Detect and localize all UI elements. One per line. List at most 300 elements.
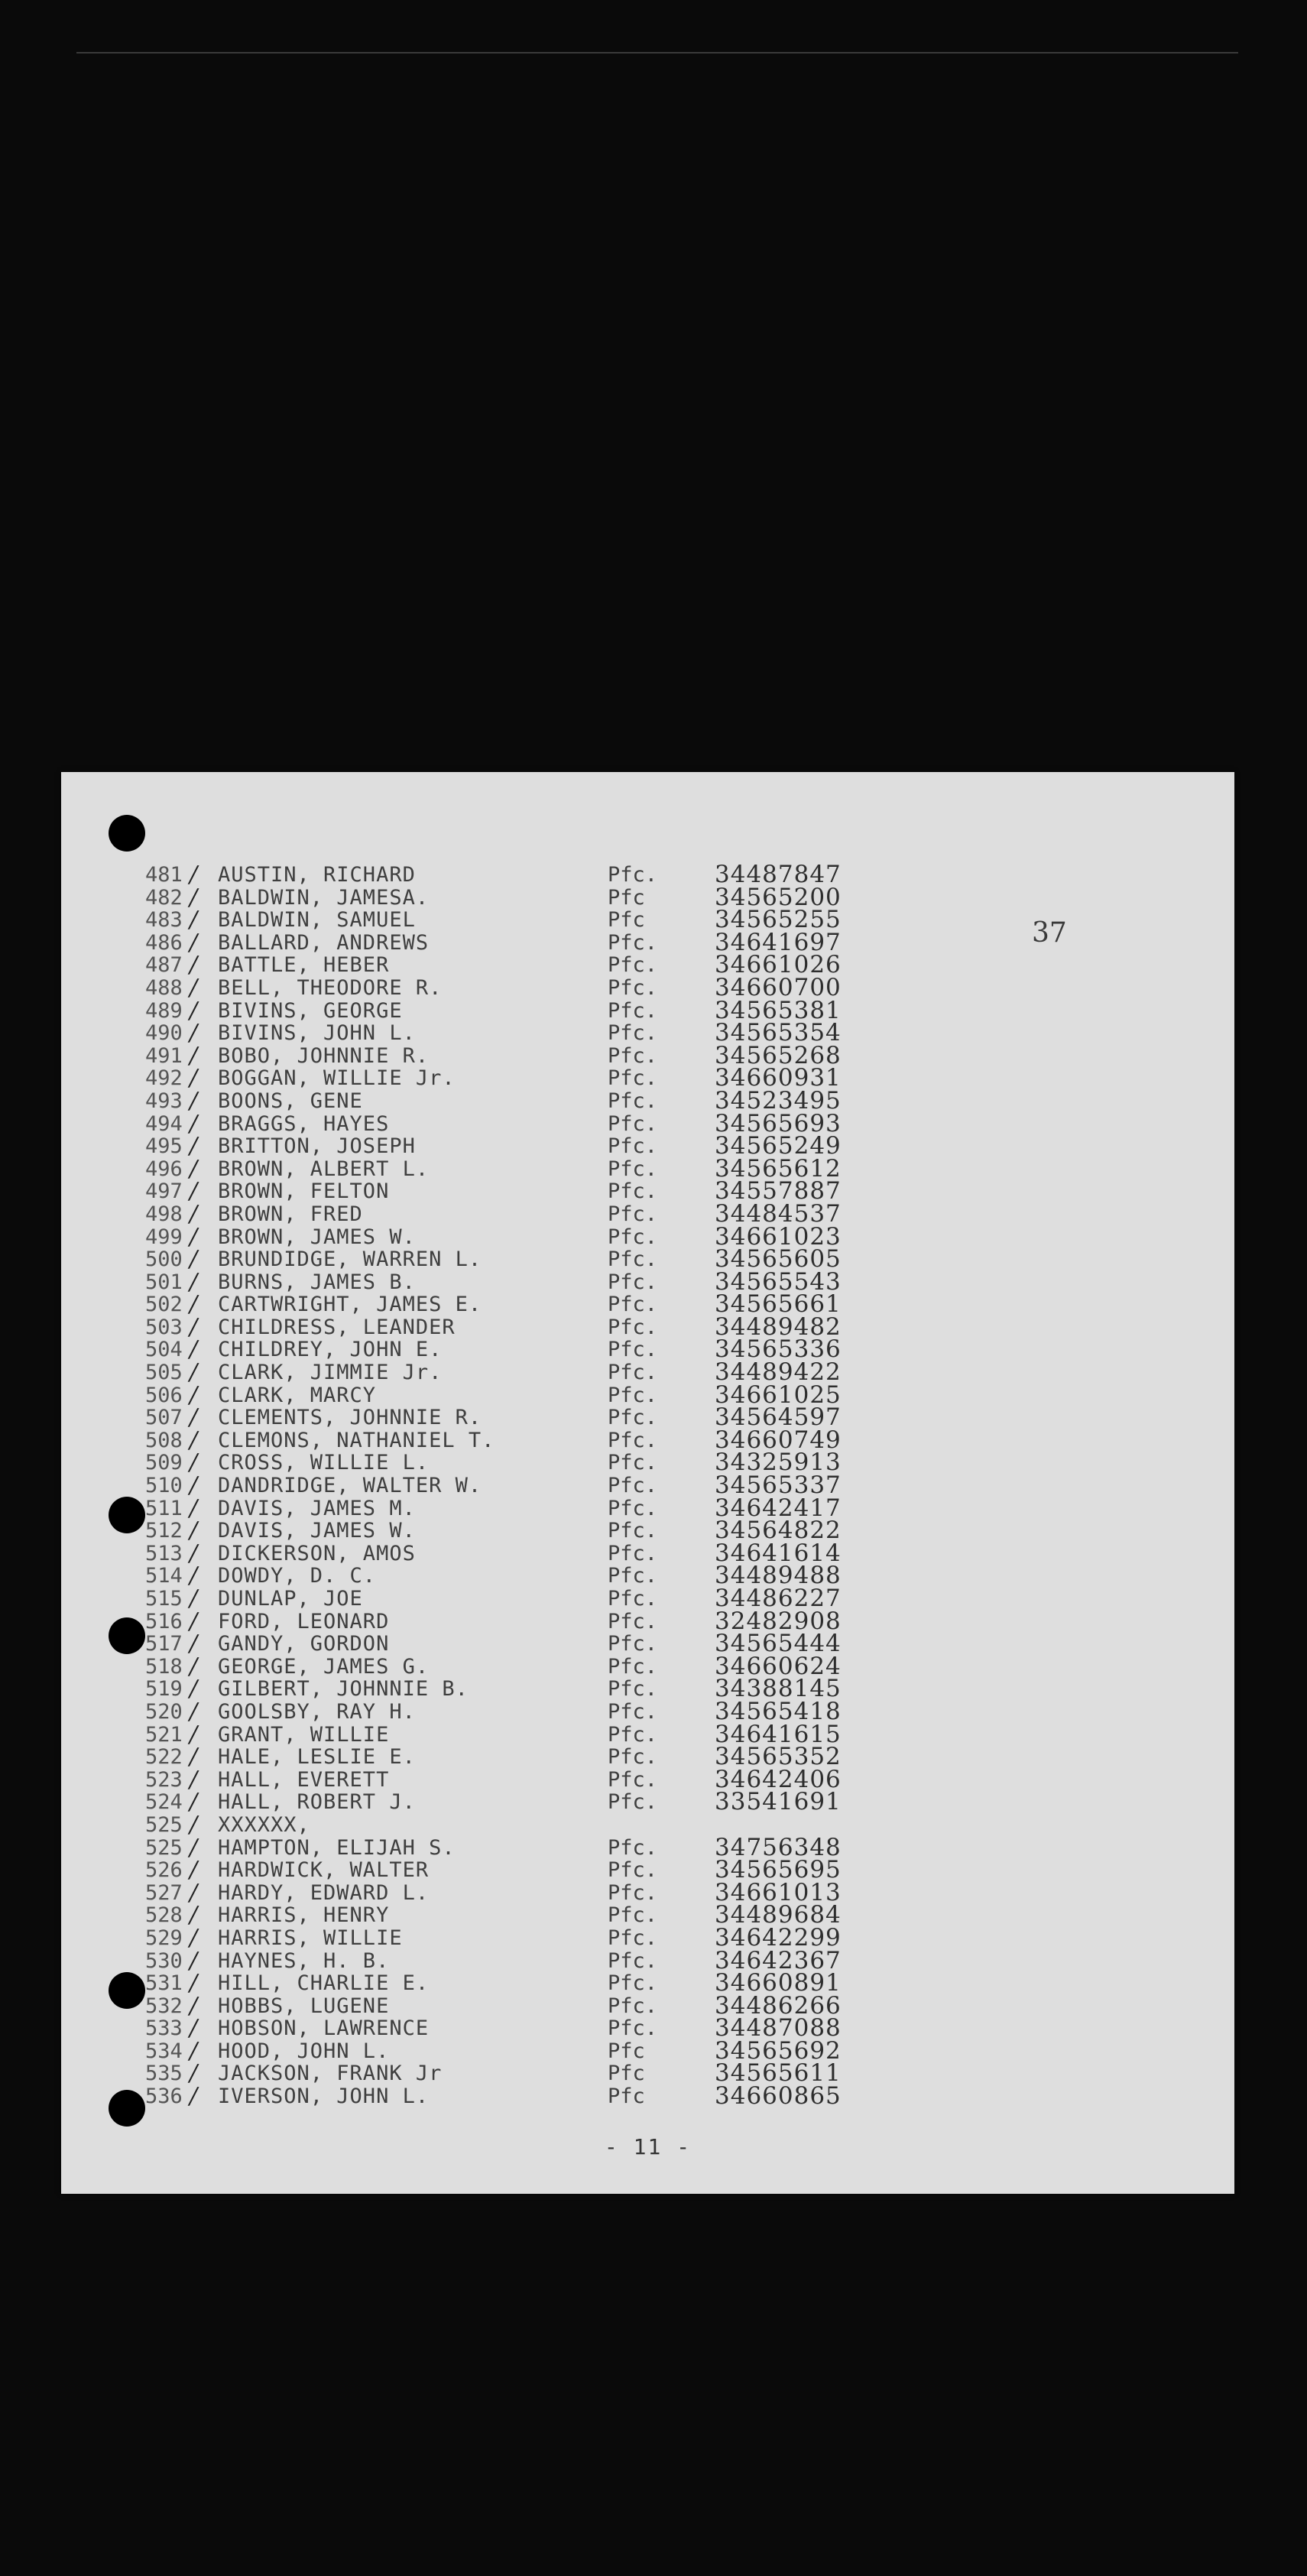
serial-number: 34565661 <box>715 1290 842 1319</box>
roster-row <box>61 1245 1234 1273</box>
roster-row <box>61 1901 1234 1929</box>
rank: Pfc. <box>608 1225 658 1249</box>
roster-row <box>61 1923 1234 1951</box>
entry-number: 508 <box>145 1428 183 1452</box>
soldier-name: BIVINS, GEORGE <box>218 998 403 1023</box>
roster-row <box>61 1041 1234 1069</box>
serial-number: 34660700 <box>715 973 842 1001</box>
rank: Pfc. <box>608 1971 658 1996</box>
entry-number: 492 <box>145 1066 183 1091</box>
entry-number: 481 <box>145 863 183 887</box>
roster-row <box>61 1539 1234 1567</box>
entry-number: 516 <box>145 1609 183 1634</box>
rank: Pfc. <box>608 1270 658 1294</box>
entry-number: 489 <box>145 998 183 1023</box>
soldier-name: CLARK, MARCY <box>218 1383 377 1407</box>
check-mark-icon: ∕ <box>190 1291 198 1319</box>
rank: Pfc. <box>608 1247 658 1272</box>
soldier-name: BRITTON, JOSEPH <box>218 1134 416 1159</box>
rank: Pfc. <box>608 1519 658 1543</box>
serial-number: 34565418 <box>715 1697 842 1725</box>
soldier-name: JACKSON, FRANK Jr <box>218 2062 443 2086</box>
check-mark-icon: ∕ <box>190 2015 198 2042</box>
check-mark-icon: ∕ <box>190 2060 198 2088</box>
serial-number: 34565693 <box>715 1109 842 1137</box>
serial-number: 34487088 <box>715 2014 842 2042</box>
entry-number: 535 <box>145 2062 183 2086</box>
rank: Pfc. <box>608 1880 658 1905</box>
entry-number: 490 <box>145 1021 183 1046</box>
check-mark-icon: ∕ <box>190 1517 198 1545</box>
roster-row <box>61 2014 1234 2042</box>
entry-number: 488 <box>145 975 183 1000</box>
serial-number: 34641697 <box>715 928 842 956</box>
serial-number: 34565255 <box>715 906 842 934</box>
rank: Pfc. <box>608 1451 658 1475</box>
soldier-name: HARDWICK, WALTER <box>218 1858 430 1883</box>
rank: Pfc. <box>608 1496 658 1520</box>
entry-number: 511 <box>145 1496 183 1520</box>
roster-row <box>61 1199 1234 1228</box>
roster-row <box>61 1019 1234 1047</box>
entry-number: 502 <box>145 1293 183 1317</box>
entry-number: 523 <box>145 1767 183 1792</box>
soldier-name: CLEMONS, NATHANIEL T. <box>218 1428 495 1452</box>
rank: Pfc. <box>608 1066 658 1091</box>
check-mark-icon: ∕ <box>190 1744 198 1771</box>
serial-number: 34489422 <box>715 1358 842 1387</box>
entry-number: 482 <box>145 885 183 910</box>
check-mark-icon: ∕ <box>190 1970 198 1997</box>
soldier-name: HAMPTON, ELIJAH S. <box>218 1835 456 1860</box>
soldier-name: HAYNES, H. B. <box>218 1948 390 1973</box>
check-mark-icon: ∕ <box>190 1924 198 1951</box>
rank: Pfc. <box>608 1021 658 1046</box>
check-mark-icon: ∕ <box>190 929 198 956</box>
check-mark-icon: ∕ <box>190 1200 198 1228</box>
check-mark-icon: ∕ <box>190 1585 198 1612</box>
check-mark-icon: ∕ <box>190 1336 198 1364</box>
check-mark-icon: ∕ <box>190 1223 198 1251</box>
rank: Pfc. <box>608 1111 658 1136</box>
roster-page <box>61 772 1234 2194</box>
check-mark-icon: ∕ <box>190 1381 198 1409</box>
entry-number: 520 <box>145 1699 183 1724</box>
check-mark-icon: ∕ <box>190 1494 198 1522</box>
page-number: - 11 - <box>604 2134 692 2159</box>
entry-number: 531 <box>145 1971 183 1996</box>
roster-row <box>61 1630 1234 1658</box>
serial-number: 34660865 <box>715 2082 842 2110</box>
serial-number: 32482908 <box>715 1607 842 1635</box>
serial-number: 34756348 <box>715 1833 842 1861</box>
serial-number: 34565612 <box>715 1154 842 1183</box>
rank: Pfc <box>608 2084 645 2109</box>
serial-number: 34565249 <box>715 1132 842 1160</box>
soldier-name: FORD, LEONARD <box>218 1609 390 1634</box>
roster-row <box>61 1788 1234 1816</box>
serial-number: 34642406 <box>715 1765 842 1793</box>
serial-number: 34489488 <box>715 1562 842 1590</box>
entry-number: 524 <box>145 1790 183 1815</box>
soldier-name: GEORGE, JAMES G. <box>218 1654 430 1679</box>
soldier-name: CHILDRESS, LEANDER <box>218 1315 456 1339</box>
soldier-name: HARRIS, WILLIE <box>218 1926 403 1950</box>
soldier-name: GOOLSBY, RAY H. <box>218 1699 416 1724</box>
rank: Pfc. <box>608 1677 658 1702</box>
entry-number: 495 <box>145 1134 183 1159</box>
check-mark-icon: ∕ <box>190 1472 198 1500</box>
check-mark-icon: ∕ <box>190 1811 198 1838</box>
soldier-name: BALLARD, ANDREWS <box>218 930 430 955</box>
soldier-name: HALE, LESLIE E. <box>218 1745 416 1770</box>
soldier-name: BELL, THEODORE R. <box>218 975 443 1000</box>
soldier-name: BATTLE, HEBER <box>218 953 390 978</box>
roster-row <box>61 1991 1234 2020</box>
rank: Pfc <box>608 2039 645 2063</box>
serial-number: 34523495 <box>715 1086 842 1114</box>
soldier-name: GRANT, WILLIE <box>218 1722 390 1747</box>
entry-number: 534 <box>145 2039 183 2063</box>
roster-row <box>61 1856 1234 1884</box>
rank: Pfc. <box>608 1632 658 1656</box>
serial-number: 34660891 <box>715 1969 842 1997</box>
entry-number: 486 <box>145 930 183 955</box>
entry-number: 533 <box>145 2016 183 2041</box>
roster-row <box>61 1426 1234 1454</box>
serial-number: 34565268 <box>715 1041 842 1069</box>
soldier-name: BOONS, GENE <box>218 1088 363 1113</box>
rank: Pfc. <box>608 1926 658 1950</box>
roster-row <box>61 1086 1234 1114</box>
soldier-name: GANDY, GORDON <box>218 1632 390 1656</box>
top-scan-edge <box>76 52 1238 54</box>
roster-row <box>61 1494 1234 1522</box>
roster-row <box>61 1312 1234 1341</box>
soldier-name: HALL, EVERETT <box>218 1767 390 1792</box>
roster-row <box>61 1720 1234 1748</box>
rank: Pfc. <box>608 1043 658 1068</box>
rank: Pfc <box>608 2062 645 2086</box>
entry-number: 487 <box>145 953 183 978</box>
serial-number: 34642417 <box>715 1494 842 1522</box>
entry-number: 515 <box>145 1587 183 1611</box>
rank: Pfc. <box>608 1338 658 1362</box>
soldier-name: CHILDREY, JOHN E. <box>218 1338 443 1362</box>
serial-number: 34660931 <box>715 1064 842 1092</box>
rank: Pfc. <box>608 1722 658 1747</box>
serial-number: 34660749 <box>715 1426 842 1454</box>
rank: Pfc. <box>608 1654 658 1679</box>
serial-number: 34565611 <box>715 2059 842 2088</box>
serial-number: 34642299 <box>715 1923 842 1951</box>
rank: Pfc <box>608 885 645 910</box>
check-mark-icon: ∕ <box>190 1608 198 1635</box>
serial-number: 34565352 <box>715 1743 842 1771</box>
rank: Pfc. <box>608 1134 658 1159</box>
serial-number: 34564597 <box>715 1403 842 1432</box>
rank: Pfc. <box>608 1587 658 1611</box>
check-mark-icon: ∕ <box>190 1042 198 1069</box>
entry-number: 507 <box>145 1406 183 1430</box>
rank: Pfc. <box>608 1088 658 1113</box>
roster-row <box>61 1878 1234 1906</box>
roster-row <box>61 861 1234 888</box>
roster-row <box>61 1358 1234 1387</box>
serial-number: 33541691 <box>715 1788 842 1816</box>
check-mark-icon: ∕ <box>190 1947 198 1974</box>
serial-number: 34565200 <box>715 883 842 911</box>
roster-row <box>61 1765 1234 1793</box>
serial-number: 34565354 <box>715 1019 842 1047</box>
soldier-name: BROWN, ALBERT L. <box>218 1157 430 1181</box>
entry-number: 504 <box>145 1338 183 1362</box>
roster-row <box>61 2082 1234 2110</box>
roster-row <box>61 1109 1234 1137</box>
serial-number: 34642367 <box>715 1946 842 1974</box>
roster-row <box>61 1403 1234 1432</box>
entry-number: 519 <box>145 1677 183 1702</box>
rank: Pfc. <box>608 1179 658 1204</box>
serial-number: 34565692 <box>715 2036 842 2065</box>
roster-row <box>61 1517 1234 1545</box>
serial-number: 34487847 <box>715 861 842 888</box>
soldier-name: BURNS, JAMES B. <box>218 1270 416 1294</box>
soldier-name: CLARK, JIMMIE Jr. <box>218 1361 443 1385</box>
roster-row <box>61 883 1234 911</box>
rank: Pfc. <box>608 1609 658 1634</box>
entry-number: 514 <box>145 1564 183 1588</box>
soldier-name: BALDWIN, SAMUEL <box>218 908 416 933</box>
soldier-name: BIVINS, JOHN L. <box>218 1021 416 1046</box>
entry-number: 536 <box>145 2084 183 2109</box>
soldier-name: DAVIS, JAMES M. <box>218 1496 416 1520</box>
check-mark-icon: ∕ <box>190 1834 198 1861</box>
check-mark-icon: ∕ <box>190 1902 198 1929</box>
serial-number: 34388145 <box>715 1675 842 1703</box>
check-mark-icon: ∕ <box>190 1721 198 1748</box>
soldier-name: BOGGAN, WILLIE Jr. <box>218 1066 456 1091</box>
entry-number: 491 <box>145 1043 183 1068</box>
check-mark-icon: ∕ <box>190 1562 198 1590</box>
rank: Pfc. <box>608 930 658 955</box>
entry-number: 526 <box>145 1858 183 1883</box>
soldier-name: DUNLAP, JOE <box>218 1587 363 1611</box>
check-mark-icon: ∕ <box>190 907 198 934</box>
check-mark-icon: ∕ <box>190 1246 198 1273</box>
roster-row <box>61 973 1234 1001</box>
entry-number: 525 <box>145 1812 183 1837</box>
rank: Pfc. <box>608 1202 658 1226</box>
check-mark-icon: ∕ <box>190 1268 198 1296</box>
soldier-name: HARRIS, HENRY <box>218 1903 390 1928</box>
roster-row <box>61 1675 1234 1703</box>
entry-number: 493 <box>145 1088 183 1113</box>
rank: Pfc. <box>608 1745 658 1770</box>
rank: Pfc. <box>608 1858 658 1883</box>
check-mark-icon: ∕ <box>190 1178 198 1205</box>
entry-number: 522 <box>145 1745 183 1770</box>
check-mark-icon: ∕ <box>190 1653 198 1680</box>
roster-list <box>61 861 1234 2110</box>
entry-number: 497 <box>145 1179 183 1204</box>
roster-row <box>61 1471 1234 1500</box>
check-mark-icon: ∕ <box>190 952 198 979</box>
soldier-name: BROWN, JAMES W. <box>218 1225 416 1249</box>
roster-row <box>61 1697 1234 1725</box>
entry-number: 521 <box>145 1722 183 1747</box>
serial-number: 34564822 <box>715 1517 842 1545</box>
roster-row <box>61 1177 1234 1205</box>
rank: Pfc. <box>608 998 658 1023</box>
soldier-name: CROSS, WILLIE L. <box>218 1451 430 1475</box>
serial-number: 34565543 <box>715 1267 842 1296</box>
entry-number: 528 <box>145 1903 183 1928</box>
punch-hole <box>109 815 145 852</box>
rank: Pfc. <box>608 1699 658 1724</box>
check-mark-icon: ∕ <box>190 1539 198 1567</box>
soldier-name: HOBBS, LUGENE <box>218 1994 390 2018</box>
rank: Pfc. <box>608 1474 658 1498</box>
check-mark-icon: ∕ <box>190 1155 198 1183</box>
rank: Pfc. <box>608 1428 658 1452</box>
serial-number: 34660624 <box>715 1652 842 1680</box>
rank: Pfc. <box>608 953 658 978</box>
entry-number: 506 <box>145 1383 183 1407</box>
check-mark-icon: ∕ <box>190 2037 198 2065</box>
roster-row <box>61 1743 1234 1771</box>
entry-number: 530 <box>145 1948 183 1973</box>
rank: Pfc. <box>608 1994 658 2018</box>
check-mark-icon: ∕ <box>190 1857 198 1884</box>
entry-number: 512 <box>145 1519 183 1543</box>
entry-number: 503 <box>145 1315 183 1339</box>
rank: Pfc. <box>608 1361 658 1385</box>
check-mark-icon: ∕ <box>190 1087 198 1114</box>
entry-number: 525 <box>145 1835 183 1860</box>
check-mark-icon: ∕ <box>190 1698 198 1725</box>
check-mark-icon: ∕ <box>190 861 198 888</box>
roster-row <box>61 951 1234 979</box>
check-mark-icon: ∕ <box>190 1313 198 1341</box>
serial-number: 34565444 <box>715 1630 842 1658</box>
rank: Pfc. <box>608 1293 658 1317</box>
soldier-name: HILL, CHARLIE E. <box>218 1971 430 1996</box>
rank: Pfc. <box>608 1767 658 1792</box>
roster-row <box>61 1449 1234 1477</box>
roster-row <box>61 1335 1234 1364</box>
soldier-name: HALL, ROBERT J. <box>218 1790 416 1815</box>
roster-row <box>61 1607 1234 1635</box>
soldier-name: BRUNDIDGE, WARREN L. <box>218 1247 482 1272</box>
folio-number: 37 <box>1032 917 1067 949</box>
rank: Pfc. <box>608 1948 658 1973</box>
soldier-name: BOBO, JOHNNIE R. <box>218 1043 430 1068</box>
serial-number: 34565695 <box>715 1856 842 1884</box>
soldier-name: HARDY, EDWARD L. <box>218 1880 430 1905</box>
roster-row <box>61 1969 1234 1997</box>
roster-row <box>61 1811 1234 1838</box>
check-mark-icon: ∕ <box>190 1676 198 1703</box>
roster-row <box>61 996 1234 1024</box>
rank: Pfc. <box>608 1383 658 1407</box>
roster-row <box>61 1585 1234 1612</box>
serial-number: 34661023 <box>715 1222 842 1251</box>
entry-number: 529 <box>145 1926 183 1950</box>
entry-number: 532 <box>145 1994 183 2018</box>
roster-row <box>61 1064 1234 1092</box>
rank: Pfc. <box>608 1406 658 1430</box>
rank: Pfc. <box>608 863 658 887</box>
check-mark-icon: ∕ <box>190 1404 198 1432</box>
entry-number: 483 <box>145 908 183 933</box>
check-mark-icon: ∕ <box>190 1359 198 1387</box>
soldier-name: GILBERT, JOHNNIE B. <box>218 1677 469 1702</box>
entry-number: 518 <box>145 1654 183 1679</box>
roster-row <box>61 1222 1234 1251</box>
check-mark-icon: ∕ <box>190 1789 198 1816</box>
soldier-name: XXXXXX, <box>218 1812 310 1837</box>
check-mark-icon: ∕ <box>190 2083 198 2110</box>
entry-number: 527 <box>145 1880 183 1905</box>
rank: Pfc. <box>608 1903 658 1928</box>
entry-number: 513 <box>145 1541 183 1565</box>
rank: Pfc. <box>608 975 658 1000</box>
serial-number: 34565381 <box>715 996 842 1024</box>
soldier-name: DOWDY, D. C. <box>218 1564 377 1588</box>
soldier-name: BRAGGS, HAYES <box>218 1111 390 1136</box>
soldier-name: IVERSON, JOHN L. <box>218 2084 430 2109</box>
check-mark-icon: ∕ <box>190 1992 198 2020</box>
serial-number: 34486266 <box>715 1991 842 2020</box>
entry-number: 494 <box>145 1111 183 1136</box>
check-mark-icon: ∕ <box>190 884 198 911</box>
check-mark-icon: ∕ <box>190 1426 198 1454</box>
soldier-name: BROWN, FELTON <box>218 1179 390 1204</box>
rank: Pfc. <box>608 2016 658 2041</box>
entry-number: 510 <box>145 1474 183 1498</box>
roster-row <box>61 1132 1234 1160</box>
serial-number: 34661025 <box>715 1380 842 1409</box>
soldier-name: HOOD, JOHN L. <box>218 2039 390 2063</box>
serial-number: 34641615 <box>715 1720 842 1748</box>
rank: Pfc. <box>608 1564 658 1588</box>
entry-number: 498 <box>145 1202 183 1226</box>
serial-number: 34565337 <box>715 1471 842 1500</box>
entry-number: 505 <box>145 1361 183 1385</box>
roster-row <box>61 2059 1234 2088</box>
serial-number: 34484537 <box>715 1199 842 1228</box>
entry-number: 500 <box>145 1247 183 1272</box>
soldier-name: HOBSON, LAWRENCE <box>218 2016 430 2041</box>
rank: Pfc <box>608 908 645 933</box>
serial-number: 34565336 <box>715 1335 842 1364</box>
soldier-name: CLEMENTS, JOHNNIE R. <box>218 1406 482 1430</box>
rank: Pfc. <box>608 1790 658 1815</box>
serial-number: 34489684 <box>715 1901 842 1929</box>
check-mark-icon: ∕ <box>190 1133 198 1160</box>
rank: Pfc. <box>608 1541 658 1565</box>
rank: Pfc. <box>608 1157 658 1181</box>
soldier-name: AUSTIN, RICHARD <box>218 863 416 887</box>
serial-number: 34565605 <box>715 1245 842 1273</box>
serial-number: 34557887 <box>715 1177 842 1205</box>
roster-row <box>61 1946 1234 1974</box>
serial-number: 34489482 <box>715 1312 842 1341</box>
roster-row <box>61 1154 1234 1183</box>
rank: Pfc. <box>608 1835 658 1860</box>
rank: Pfc. <box>608 1315 658 1339</box>
